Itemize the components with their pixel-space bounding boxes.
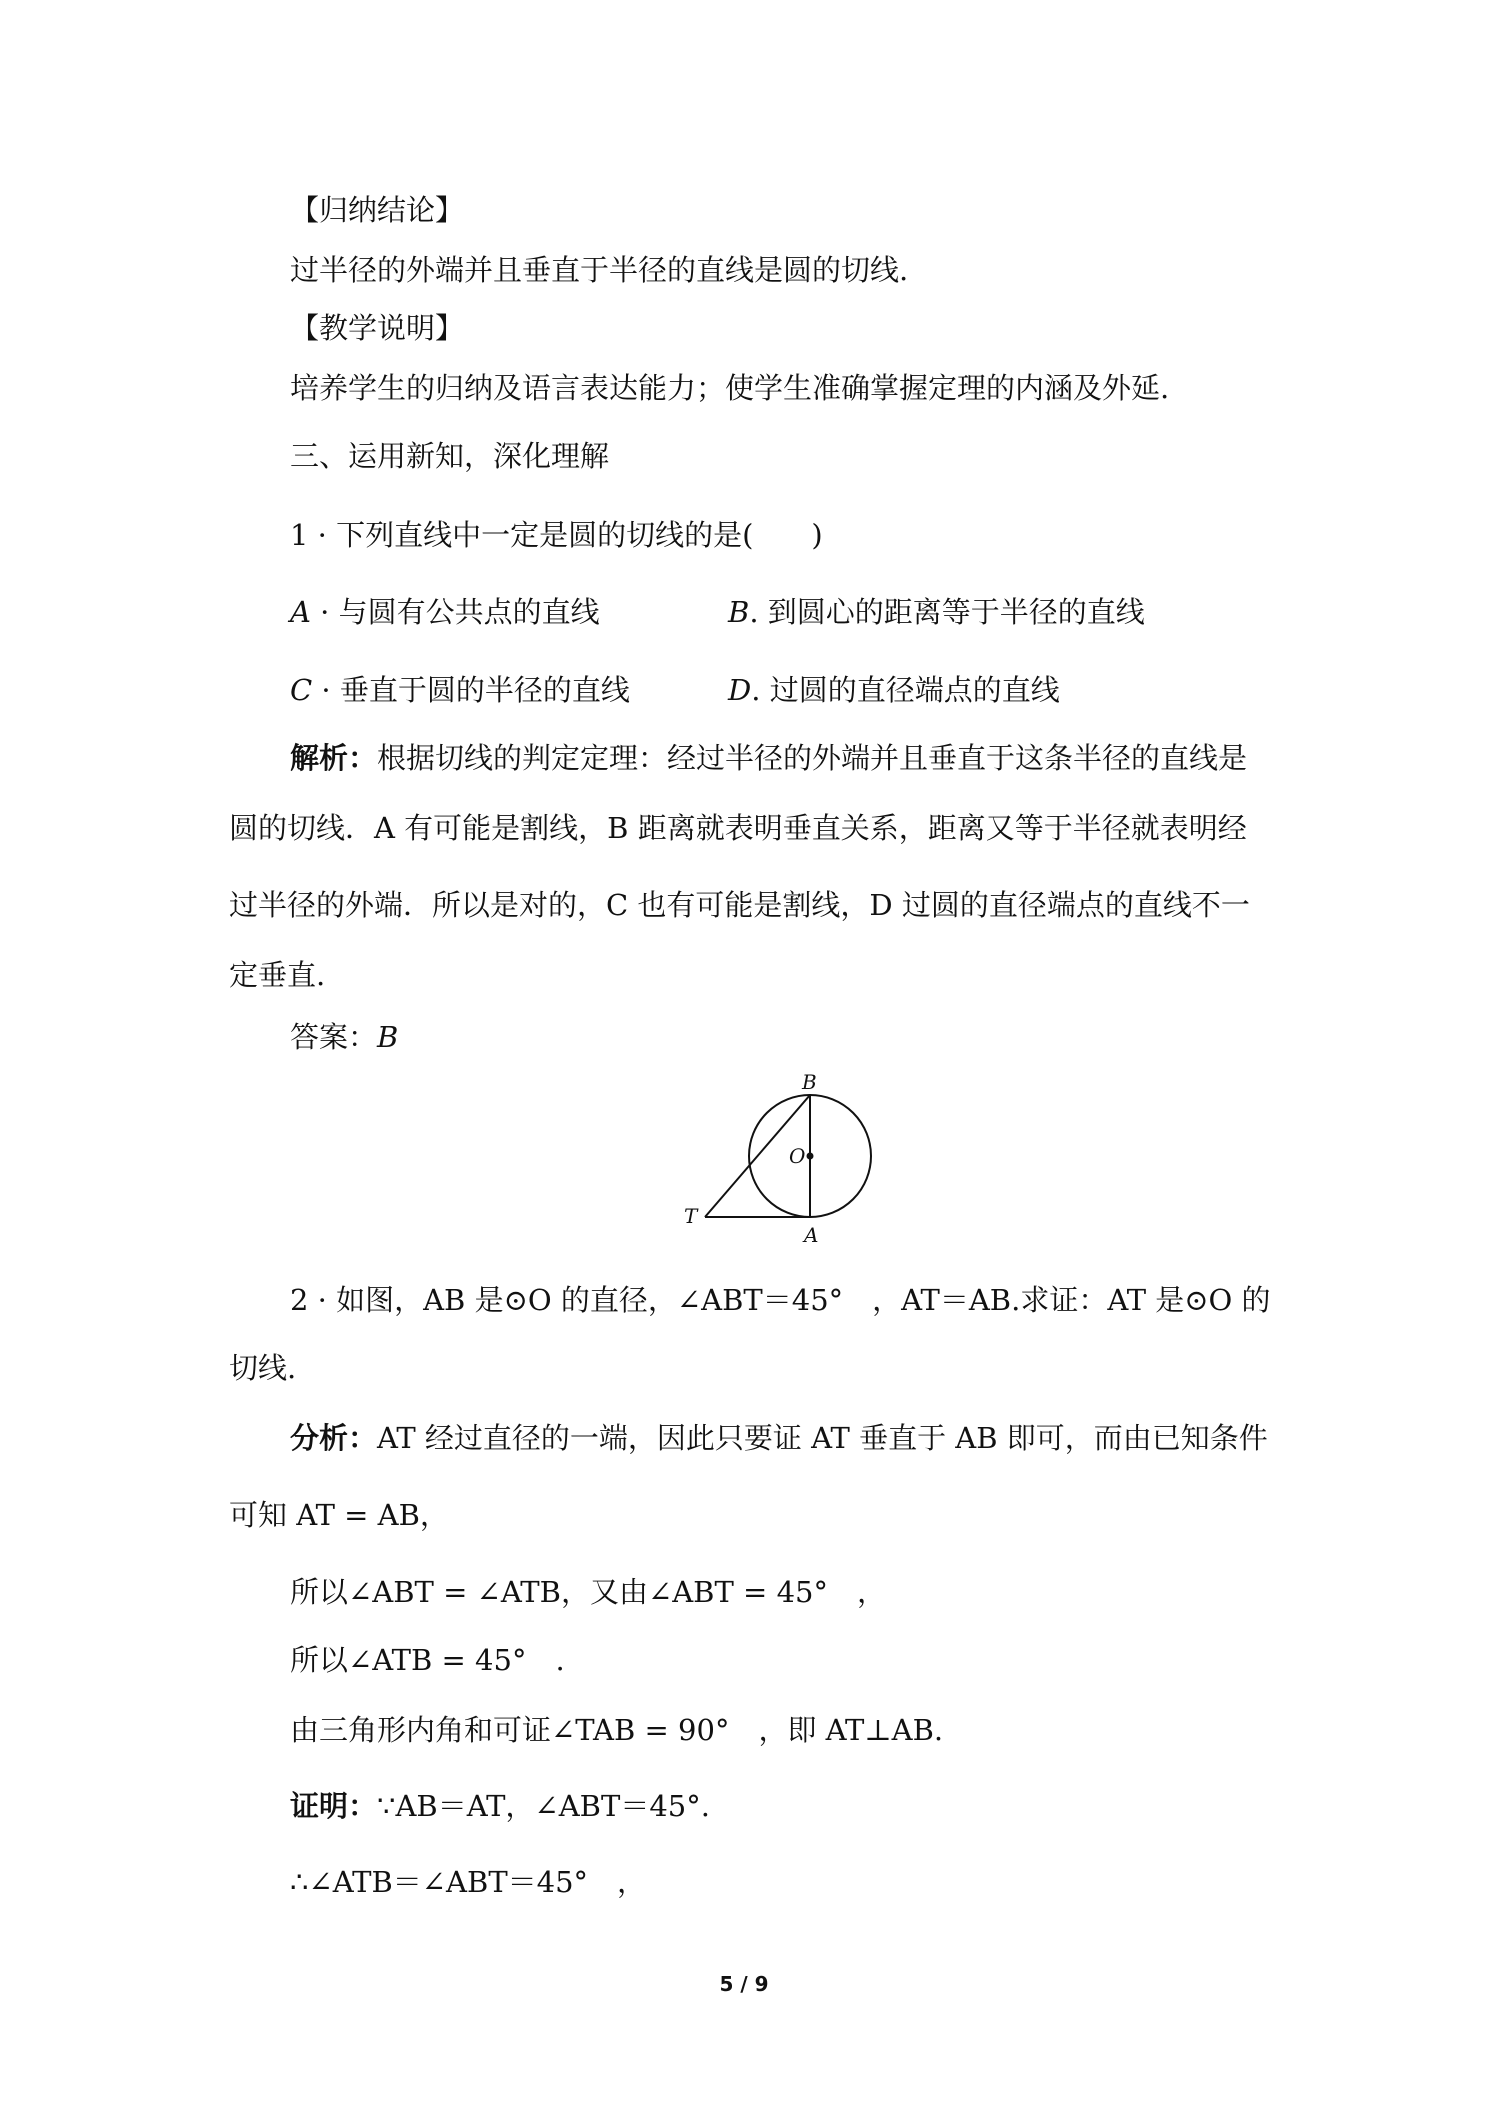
q2-analysis-text1: AT 经过直径的一端，因此只要证 AT 垂直于 AB 即可，而由已知条件 [377,1421,1268,1455]
q2-proof-label: 证明： [290,1789,378,1823]
q2-proof-line2: ∴∠ATB＝∠ABT＝45° ， [290,1865,647,1899]
label-a: A [804,1223,819,1247]
q1-analysis-label: 解析： [290,741,378,775]
q2-analysis-line2: 可知 AT = AB， [229,1498,449,1532]
q2-proof-line1 [290,1786,710,1826]
q2-analysis-label: 分析： [290,1421,378,1455]
option-d-text: . 过圆的直径端点的直线 [751,673,1060,707]
label-b: B [802,1070,817,1094]
q1-option-c [290,670,630,710]
option-b-letter: B [728,595,750,629]
option-d-letter: D [728,673,752,707]
teaching-heading: 【教学说明】 [290,311,465,345]
q2-stem-line2: 切线. [229,1351,297,1385]
summary-text: 过半径的外端并且垂直于半径的直线是圆的切线. [290,253,909,287]
teaching-text: 培养学生的归纳及语言表达能力；使学生准确掌握定理的内涵及外延. [290,371,1170,405]
q2-analysis-line3: 所以∠ABT = ∠ATB，又由∠ABT = 45° ， [290,1575,886,1609]
q2-stem-line1: 2 · 如图，AB 是⊙O 的直径，∠ABT＝45° ，AT＝AB.求证：AT 是⊙O 的 [290,1283,1271,1317]
summary-heading: 【归纳结论】 [290,193,465,227]
q1-option-d [728,670,1060,710]
q1-answer-label: 答案： [290,1020,378,1054]
label-o: O [789,1144,806,1168]
option-c-text: · 垂直于圆的半径的直线 [312,673,630,707]
q2-analysis-line4: 所以∠ATB = 45° . [290,1643,565,1677]
option-b-text: . 到圆心的距离等于半径的直线 [749,595,1145,629]
q1-analysis-line2: 圆的切线．A 有可能是割线，B 距离就表明垂直关系，距离又等于半径就表明经 [229,811,1247,845]
q2-proof-text1: ∵AB＝AT，∠ABT＝45°. [377,1789,710,1823]
q1-option-b [728,592,1145,632]
q1-answer [290,1017,398,1057]
label-t: T [684,1204,698,1228]
geometry-figure [680,1070,880,1250]
q2-analysis-line5: 由三角形内角和可证∠TAB = 90° ，即 AT⊥AB. [290,1713,944,1747]
q1-analysis-line1 [290,738,1247,778]
q1-analysis-line3: 过半径的外端．所以是对的，C 也有可能是割线，D 过圆的直径端点的直线不一 [229,888,1250,922]
part-three-title: 三、运用新知，深化理解 [290,439,610,473]
q1-analysis-line4: 定垂直. [229,958,326,992]
q1-stem: 1 · 下列直线中一定是圆的切线的是( ) [290,518,823,552]
q1-option-a [290,592,600,632]
center-point [807,1153,814,1160]
option-c-letter: C [290,673,313,707]
q1-answer-value: B [377,1020,399,1054]
q2-analysis-line1 [290,1418,1268,1458]
option-a-text: · 与圆有公共点的直线 [310,595,600,629]
q1-analysis-text1: 根据切线的判定定理：经过半径的外端并且垂直于这条半径的直线是 [377,741,1248,775]
page-number: 5 / 9 [719,1972,769,1996]
option-a-letter: A [290,595,311,629]
